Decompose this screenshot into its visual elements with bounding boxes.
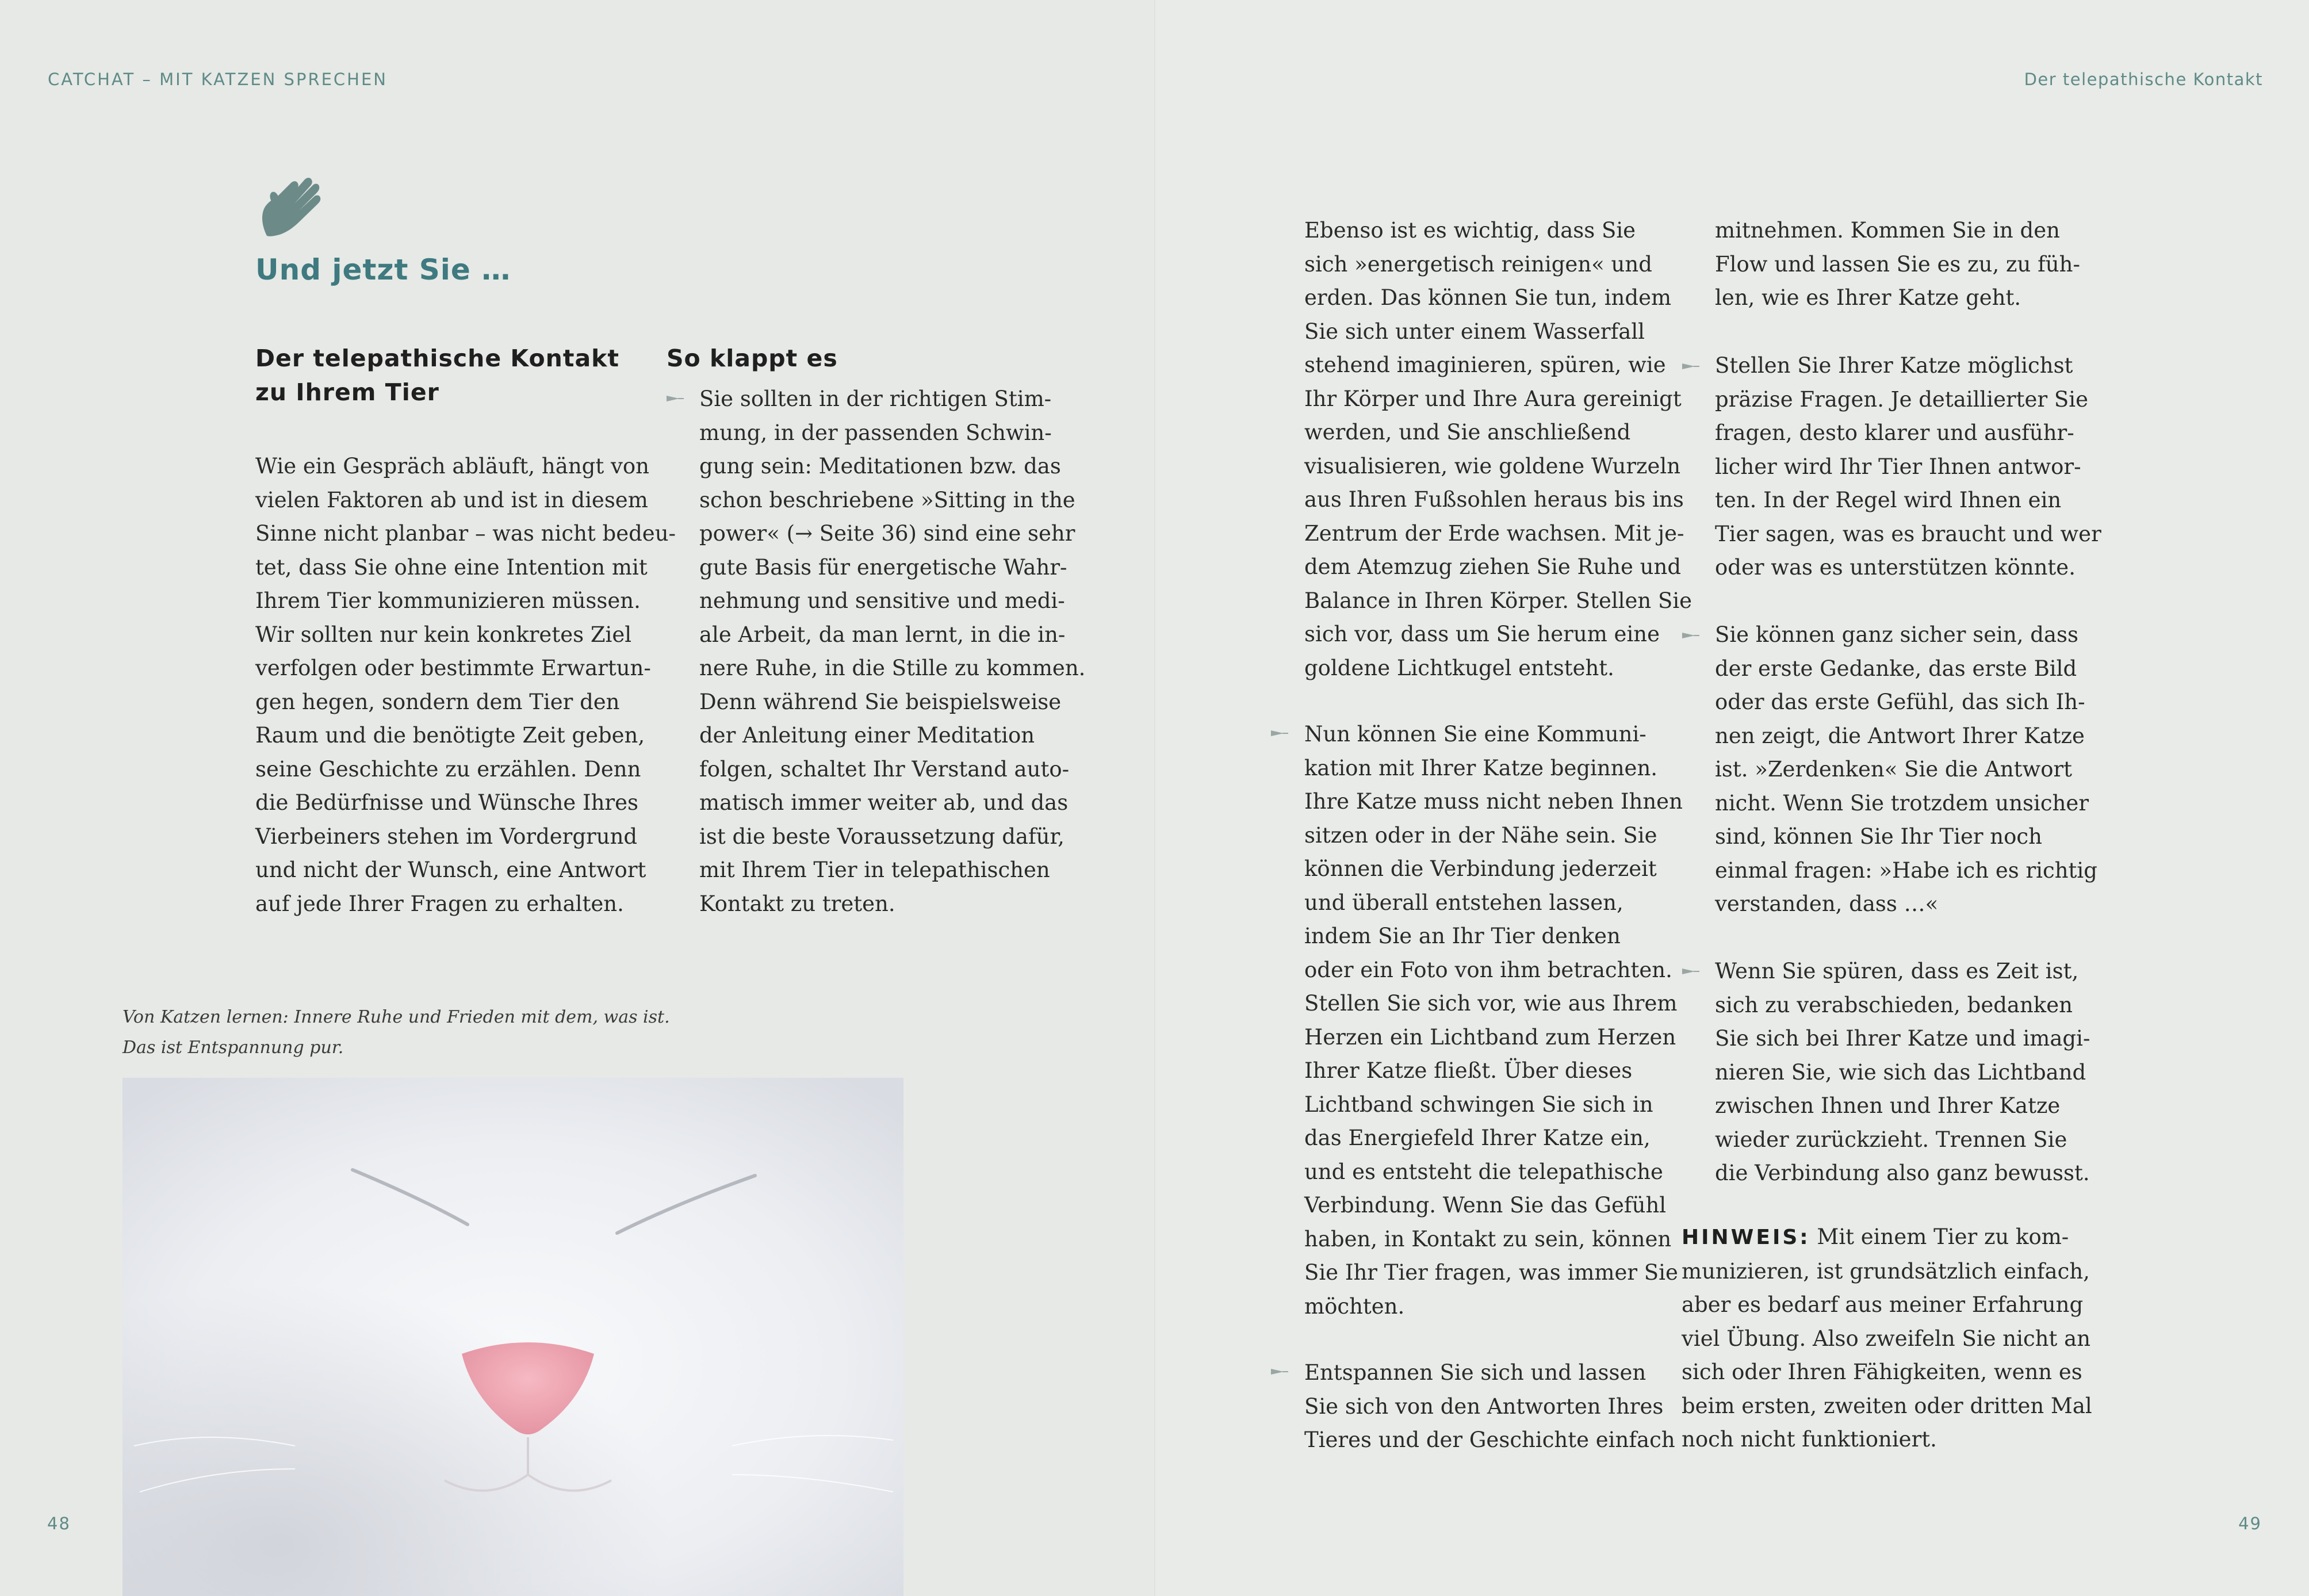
right-col2-bullet-1: Stellen Sie Ihrer Katze möglichst präzise Fragen. Je detaillierter Sie fragen, desto klarer und ausführ- licher wird Ihr Tier Ihnen antwor- ten. In der Regel wird Ihnen ein Tier sagen, was es braucht und wer oder was es unterstützen könnte. (1715, 353, 2101, 580)
bullet-arrow-icon (1271, 729, 1288, 737)
right-col2-bullet-3: Wenn Sie spüren, dass es Zeit ist, sich zu verabschieden, bedanken Sie sich bei Ihrer Katze und imagi- nieren Sie, wie sich das Lichtband zwischen Ihnen und Ihrer Katze wieder zurückzieht. Trennen Sie die Verbindung also ganz bewusst. (1715, 959, 2090, 1185)
col1-heading: Der telepathische Kontakt zu Ihrem Tier (255, 345, 619, 406)
photo-caption: Von Katzen lernen: Innere Ruhe und Frieden mit dem, was ist. Das ist Entspannung pur. (122, 1007, 670, 1058)
col2-heading: So klappt es (667, 345, 838, 372)
bullet-arrow-icon (1682, 362, 1699, 370)
page-number-right: 49 (2238, 1514, 2262, 1533)
bullet-arrow-icon (1682, 967, 1699, 975)
right-col1-bullet-1: Nun können Sie eine Kommuni- kation mit Ihrer Katze beginnen. Ihre Katze muss nicht neben Ihnen sitzen oder in der Nähe sein. Sie können die Verbindung jederzeit und überall entstehen lassen, indem Sie an Ihr Tier denken oder ein Foto von ihm betrachten. Stellen Sie sich vor, wie aus Ihrem Herzen ein Lichtband zum Herzen Ihrer Katze fließt. Über dieses Lichtband schwingen Sie sich in das Energiefeld Ihrer Katze ein, und es entsteht die telepathische Verbindung. Wenn Sie das Gefühl haben, in Kontakt zu sein, können Sie Ihr Tier fragen, was immer Sie möchten. (1304, 722, 1683, 1319)
hinweis-note (1682, 1220, 2092, 1457)
cat-face-illustration (122, 1078, 903, 1596)
bullet-arrow-icon (1271, 1368, 1288, 1376)
right-col1-bullet-2: Entspannen Sie sich und lassen Sie sich von den Antworten Ihres Tieres und der Geschichte einfach (1304, 1360, 1675, 1452)
right-page (1156, 0, 2309, 1596)
hand-icon (256, 171, 328, 240)
running-head-left: CATCHAT – MIT KATZEN SPRECHEN (48, 70, 388, 89)
page-number-left: 48 (47, 1514, 71, 1533)
right-col1-intro: Ebenso ist es wichtig, dass Sie sich »energetisch reinigen« und erden. Das können Sie tun, indem Sie sich unter einem Wasserfall stehend imaginieren, spüren, wie Ihr Körper und Ihre Aura gereinigt werden, und Sie anschließend visualisieren, wie goldene Wurzeln aus Ihren Fußsohlen heraus bis ins Zentrum der Erde wachsen. Mit je- dem Atemzug ziehen Sie Ruhe und Balance in Ihren Körper. Stellen Sie sich vor, dass um Sie herum eine goldene Lichtkugel entsteht. (1304, 218, 1692, 680)
col2-bullet-1: Sie sollten in der richtigen Stim- mung, in der passenden Schwin- gung sein: Meditationen bzw. das schon beschriebene »Sitting in the power« (→ Seite 36) sind eine sehr gute Basis für energetische Wahr- nehmung und sensitive und medi- ale Arbeit, da man lernt, in die in- nere Ruhe, in die Stille zu kommen. Denn während Sie beispielsweise der Anleitung einer Meditation folgen, schaltet Ihr Verstand auto- matisch immer weiter ab, und das ist die beste Voraussetzung dafür, mit Ihrem Tier in telepathischen Kontakt zu treten. (699, 386, 1086, 916)
bullet-arrow-icon (667, 395, 684, 403)
col1-body: Wie ein Gespräch abläuft, hängt von vielen Faktoren ab und ist in diesem Sinne nicht planbar – was nicht bedeu- tet, dass Sie ohne eine Intention mit Ihrem Tier kommunizieren müssen. Wir sollten nur kein konkretes Ziel verfolgen oder bestimmte Erwartun- gen hegen, sondern dem Tier den Raum und die benötigte Zeit geben, seine Geschichte zu erzählen. Denn die Bedürfnisse und Wünsche Ihres Vierbeiners stehen im Vordergrund und nicht der Wunsch, eine Antwort auf jede Ihrer Fragen zu erhalten. (255, 454, 676, 916)
bullet-arrow-icon (1682, 631, 1699, 640)
running-head-right: Der telepathische Kontakt (2024, 70, 2263, 89)
hinweis-label: HINWEIS: (1682, 1226, 1810, 1249)
hinweis-text: Mit einem Tier zu kom- munizieren, ist grundsätzlich einfach, aber es bedarf aus meiner Erfahrung viel Übung. Also zweifeln Sie nicht an sich oder Ihren Fähigkeiten, wenn es beim ersten, zweiten oder dritten Mal noch nicht funktioniert. (1682, 1224, 2092, 1452)
right-col2-continuation: mitnehmen. Kommen Sie in den Flow und lassen Sie es zu, zu füh- len, wie es Ihrer Katze geht. (1715, 218, 2080, 310)
right-col2-bullet-2: Sie können ganz sicher sein, dass der erste Gedanke, das erste Bild oder das erste Gefühl, das sich Ih- nen zeigt, die Antwort Ihrer Katze ist. »Zerdenken« Sie die Antwort nicht. Wenn Sie trotzdem unsicher sind, können Sie Ihr Tier noch einmal fragen: »Habe ich es richtig verstanden, dass …« (1715, 622, 2097, 916)
cat-photo (122, 1078, 903, 1596)
section-title: Und jetzt Sie … (255, 253, 511, 286)
